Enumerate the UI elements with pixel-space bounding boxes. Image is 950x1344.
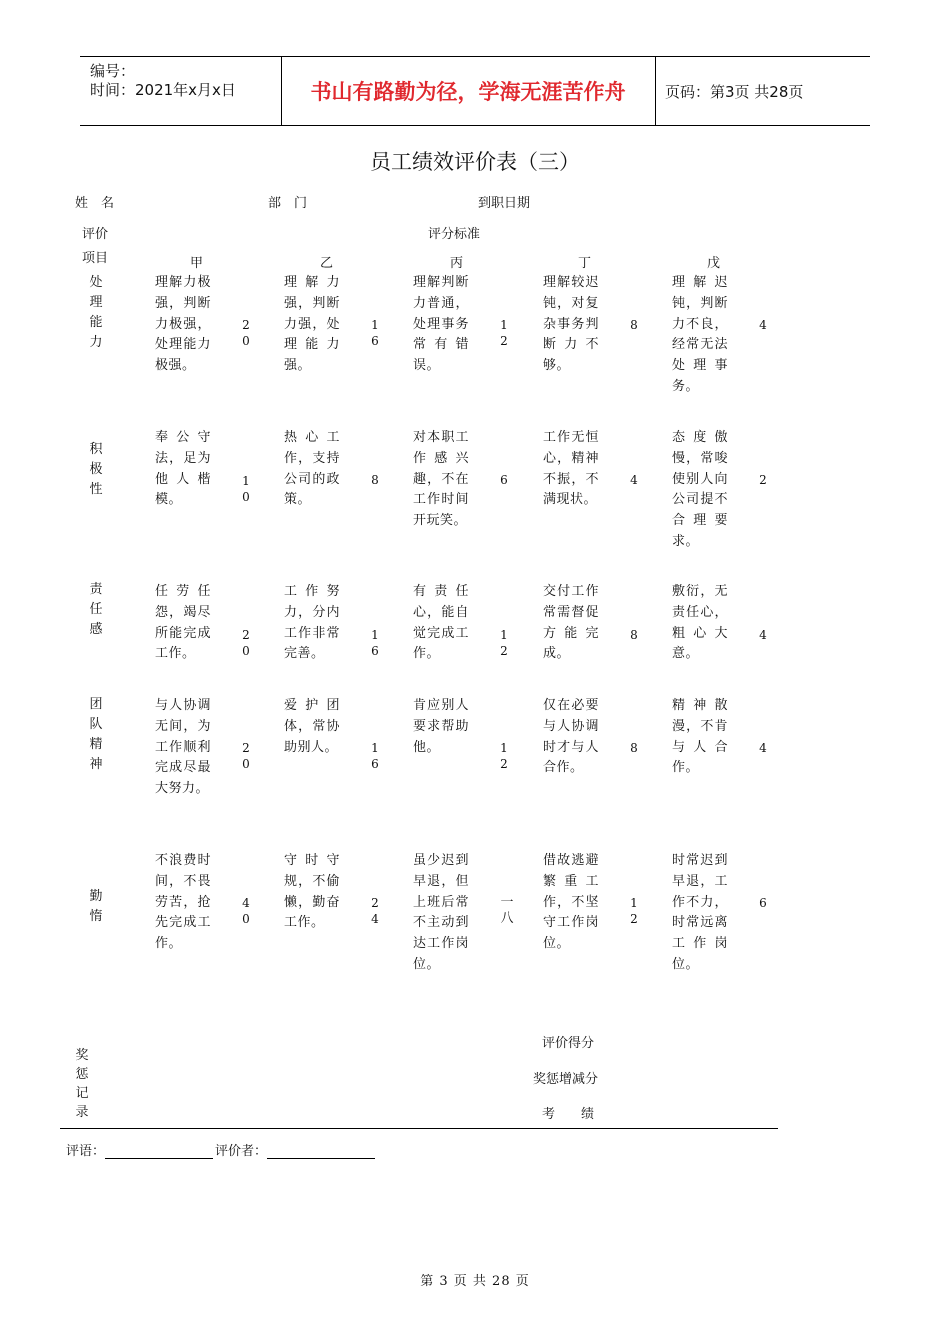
criteria-text: 肯应别人要求帮助他。	[413, 698, 469, 755]
item-label: 项目	[82, 251, 109, 266]
criteria-text: 时常迟到早退，工作不力，时常远离工作岗位。	[672, 853, 728, 972]
criteria-text: 理解力强，判断力强，处理能力强。	[284, 275, 340, 374]
category-label: 勤惰	[89, 889, 103, 924]
performance-result-label: 考 绩	[542, 1107, 595, 1122]
score-value: 8	[371, 473, 379, 487]
score-value: 12	[500, 741, 508, 771]
comment-field[interactable]	[105, 1144, 213, 1159]
table-bottom-rule	[60, 1128, 778, 1129]
score-value: 4	[759, 318, 767, 332]
header-divider	[655, 57, 656, 125]
score-value: 8	[630, 628, 638, 642]
department-label: 部 门	[268, 196, 308, 211]
header-page-label: 页码：第3页 共28页	[665, 82, 804, 101]
evaluator-label: 评价者：	[215, 1144, 268, 1159]
criteria-text: 精神散漫，不肯与人合作。	[672, 698, 728, 776]
criteria-text: 有责任心，能自觉完成工作。	[413, 584, 469, 662]
name-label: 姓 名	[75, 196, 115, 211]
evaluator-field[interactable]	[267, 1144, 375, 1159]
score-value: 10	[242, 474, 250, 504]
page-title: 员工绩效评价表（三）	[370, 150, 580, 174]
criteria-text: 理解判断力普通，处理事务常有错误。	[413, 275, 469, 374]
score-value: 8	[630, 741, 638, 755]
criteria-text: 交付工作常需督促方能完成。	[543, 584, 599, 662]
score-value: 20	[242, 318, 250, 348]
evaluation-score-label: 评价得分	[542, 1036, 595, 1051]
grade-ding: 丁	[578, 256, 592, 271]
reward-adjustment-label: 奖惩增减分	[533, 1072, 599, 1087]
rewards-label: 奖惩记录	[75, 1048, 89, 1120]
criteria-text: 借故逃避繁重工作，不坚守工作岗位。	[543, 853, 599, 952]
criteria-text: 理解迟钝，判断力不良，经常无法处理事务。	[672, 275, 728, 394]
time-label: 时间：2021年x月x日	[90, 81, 236, 99]
criteria-text: 热心工作，支持公司的政策。	[284, 430, 340, 508]
score-value: 16	[371, 628, 379, 658]
score-value: 8	[630, 318, 638, 332]
criteria-text: 敷衍，无责任心，粗心大意。	[672, 584, 728, 662]
standard-label: 评分标准	[428, 227, 481, 242]
score-value: 12	[630, 896, 638, 926]
category-label: 处理能力	[89, 275, 103, 350]
score-value: 12	[500, 318, 508, 348]
score-value: 6	[759, 896, 767, 910]
criteria-text: 爱护团体，常协助别人。	[284, 698, 340, 755]
comments-line	[66, 1140, 377, 1159]
score-value: 20	[242, 628, 250, 658]
grade-wu: 戊	[707, 256, 721, 271]
category-label: 积极性	[89, 442, 103, 497]
hire-date-label: 到职日期	[478, 196, 531, 211]
item-label: 评价	[82, 227, 109, 242]
criteria-text: 对本职工作感兴趣，不在工作时间开玩笑。	[413, 430, 469, 529]
criteria-text: 任劳任怨，竭尽所能完成工作。	[155, 584, 211, 662]
score-value: 40	[242, 896, 250, 926]
category-label: 团队精神	[89, 697, 103, 772]
score-value: 4	[759, 741, 767, 755]
criteria-text: 虽少迟到早退，但上班后常不主动到达工作岗位。	[413, 853, 469, 972]
criteria-text: 奉公守法，足为他人楷模。	[155, 430, 211, 508]
grade-jia: 甲	[190, 256, 204, 271]
score-value: 12	[500, 628, 508, 658]
criteria-text: 理解较迟钝，对复杂事务判断力不够。	[543, 275, 599, 374]
score-value: 6	[500, 473, 508, 487]
criteria-text: 仅在必要与人协调时才与人合作。	[543, 698, 599, 776]
criteria-text: 与人协调无间，为工作顺利完成尽最大努力。	[155, 698, 211, 797]
criteria-text: 守时守规，不偷懒，勤奋工作。	[284, 853, 340, 931]
page-footer: 第 3 页 共 28 页	[420, 1274, 530, 1289]
score-value: 一八	[500, 895, 514, 926]
header-slogan: 书山有路勤为径，学海无涯苦作舟	[310, 80, 626, 104]
criteria-text: 态度傲慢，常唆使别人向公司提不合理要求。	[672, 430, 728, 549]
grade-yi: 乙	[320, 256, 334, 271]
criteria-text: 不浪费时间，不畏劳苦，抢先完成工作。	[155, 853, 211, 952]
score-value: 16	[371, 741, 379, 771]
number-label: 编号：	[90, 62, 136, 80]
score-value: 20	[242, 741, 250, 771]
score-value: 16	[371, 318, 379, 348]
criteria-text: 工作努力，分内工作非常完善。	[284, 584, 340, 662]
criteria-text: 工作无恒心，精神不振，不满现状。	[543, 430, 599, 508]
score-value: 4	[630, 473, 638, 487]
comment-label: 评语：	[66, 1144, 106, 1159]
score-value: 24	[371, 896, 379, 926]
score-value: 4	[759, 628, 767, 642]
criteria-text: 理解力极强，判断力极强，处理能力极强。	[155, 275, 211, 374]
header-meta	[90, 62, 236, 100]
category-label: 责任感	[89, 582, 103, 637]
score-value: 2	[759, 473, 767, 487]
document-header	[80, 56, 870, 126]
grade-bing: 丙	[450, 256, 464, 271]
